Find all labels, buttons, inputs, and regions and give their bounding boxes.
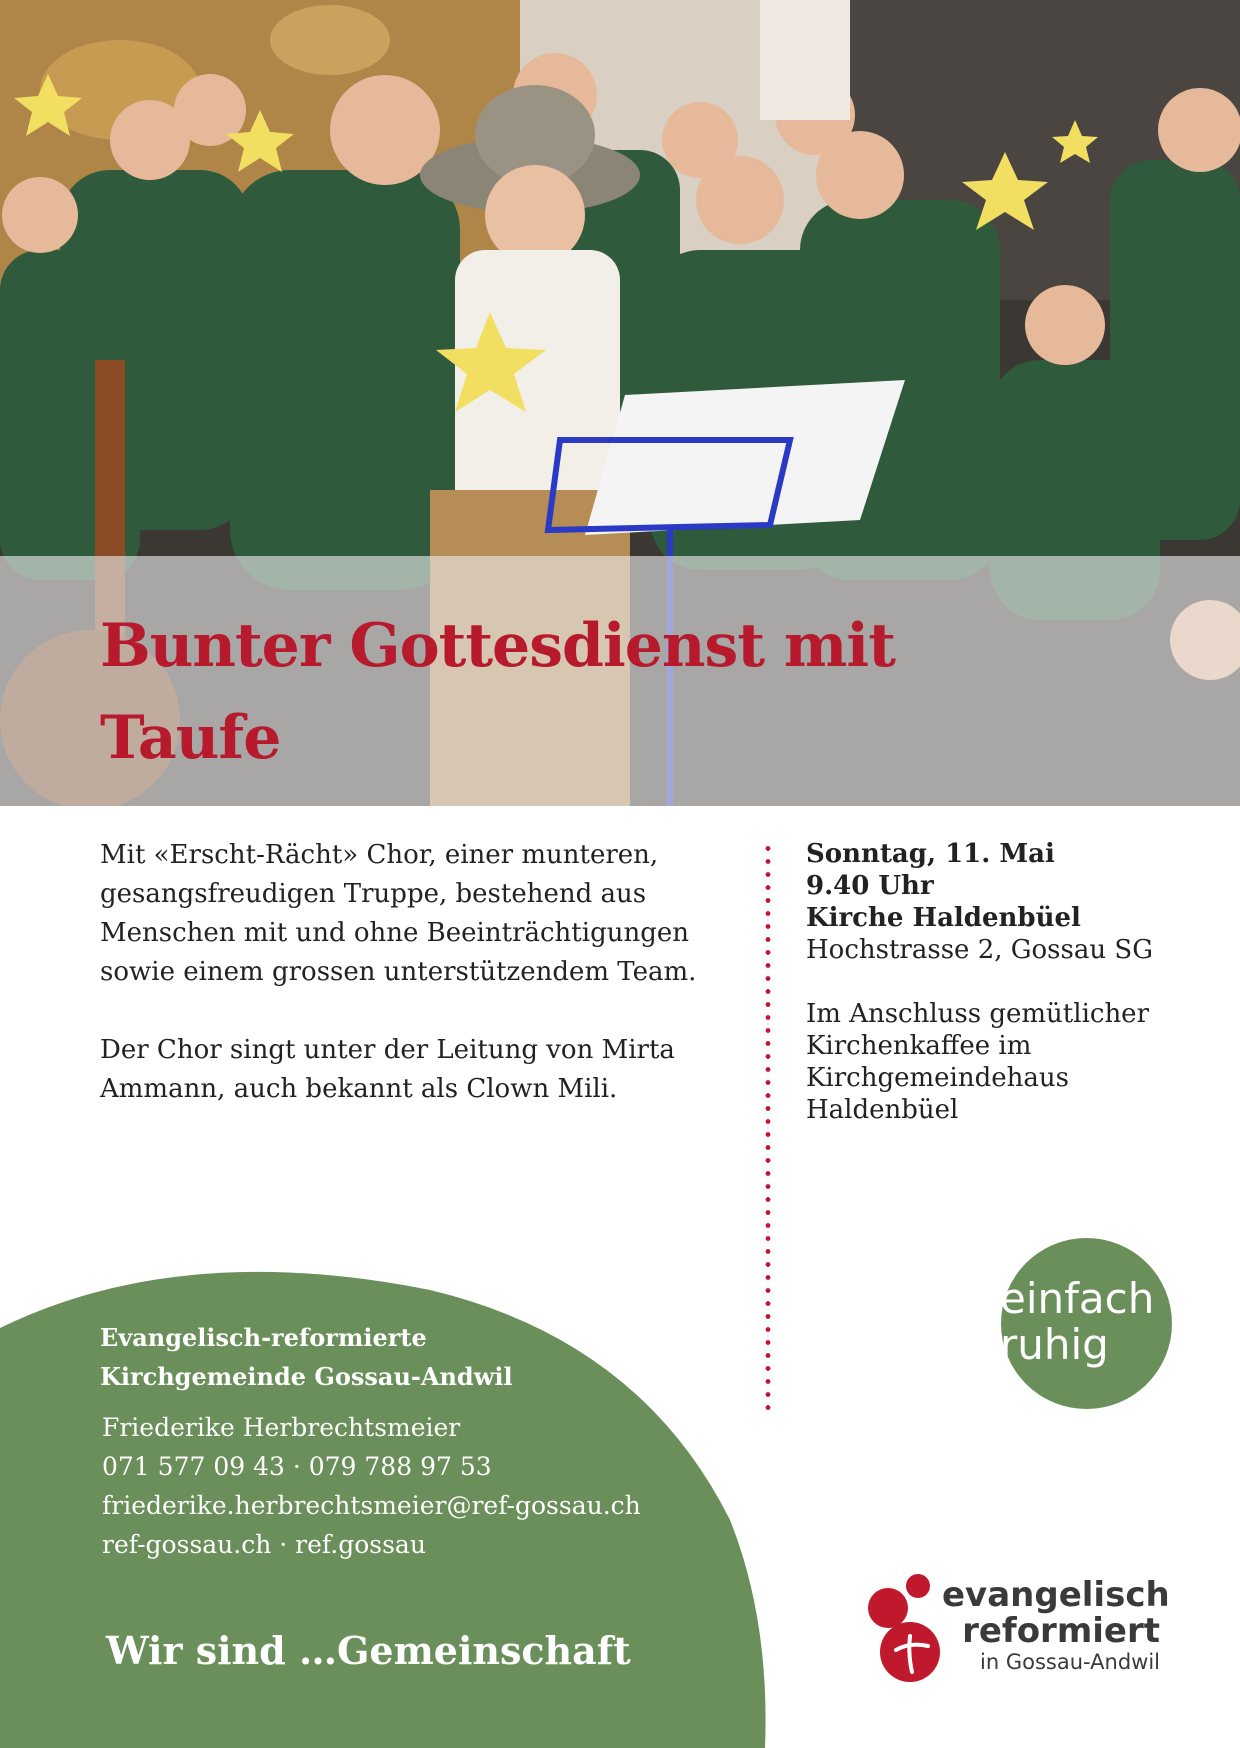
after-service-line-1: Im Anschluss gemütlicher <box>806 999 1150 1029</box>
contact-web[interactable]: ref-gossau.ch · ref.gossau <box>102 1530 426 1559</box>
logo-line-2: reformiert <box>962 1611 1160 1651</box>
title-line-1: Bunter Gottesdienst mit <box>100 611 895 681</box>
event-time: 9.40 Uhr <box>806 871 934 901</box>
after-service-line-2: Kirchenkaffee im <box>806 1031 1032 1061</box>
page-title <box>100 600 1140 784</box>
slogan: Wir sind …Gemeinschaft <box>106 1628 631 1673</box>
logo-line-3: in Gossau-Andwil <box>980 1650 1160 1674</box>
title-line-2: Taufe <box>100 703 281 773</box>
event-date: Sonntag, 11. Mai <box>806 839 1055 869</box>
church-logo-icon <box>866 1572 946 1684</box>
logo-line-1: evangelisch <box>942 1575 1170 1615</box>
contact-details <box>100 1408 641 1564</box>
event-info <box>806 838 1206 1126</box>
logo-wordmark <box>942 1575 1170 1675</box>
contact-email[interactable]: friederike.herbrechtsmeier@ref-gossau.ch <box>102 1491 641 1520</box>
intro-paragraph-1: Mit «Erscht-Rächt» Chor, einer munteren, gesangsfreudigen Truppe, bestehend aus Menschen mit und ohne Beeinträchtigungen sowie einem grossen unterstützendem Team. <box>100 840 697 987</box>
badge-line-2: ruhig <box>1000 1320 1109 1369</box>
contact-phones[interactable]: 071 577 09 43 · 079 788 97 53 <box>102 1452 492 1481</box>
event-venue: Kirche Haldenbüel <box>806 903 1081 933</box>
contact-name: Friederike Herbrechtsmeier <box>102 1413 461 1442</box>
intro-paragraph-2: Der Chor singt unter der Leitung von Mirta Ammann, auch bekannt als Clown Mili. <box>100 1035 675 1104</box>
contact-block <box>100 1318 641 1564</box>
badge-text <box>1000 1276 1160 1368</box>
after-service-line-4: Haldenbüel <box>806 1095 959 1125</box>
org-name <box>100 1318 641 1396</box>
event-address: Hochstrasse 2, Gossau SG <box>806 935 1153 965</box>
org-name-line-2: Kirchgemeinde Gossau-Andwil <box>100 1362 513 1391</box>
badge-line-1: einfach <box>1000 1274 1155 1323</box>
intro-text <box>100 836 740 1109</box>
org-name-line-1: Evangelisch-reformierte <box>100 1323 427 1352</box>
after-service-line-3: Kirchgemeindehaus <box>806 1063 1069 1093</box>
